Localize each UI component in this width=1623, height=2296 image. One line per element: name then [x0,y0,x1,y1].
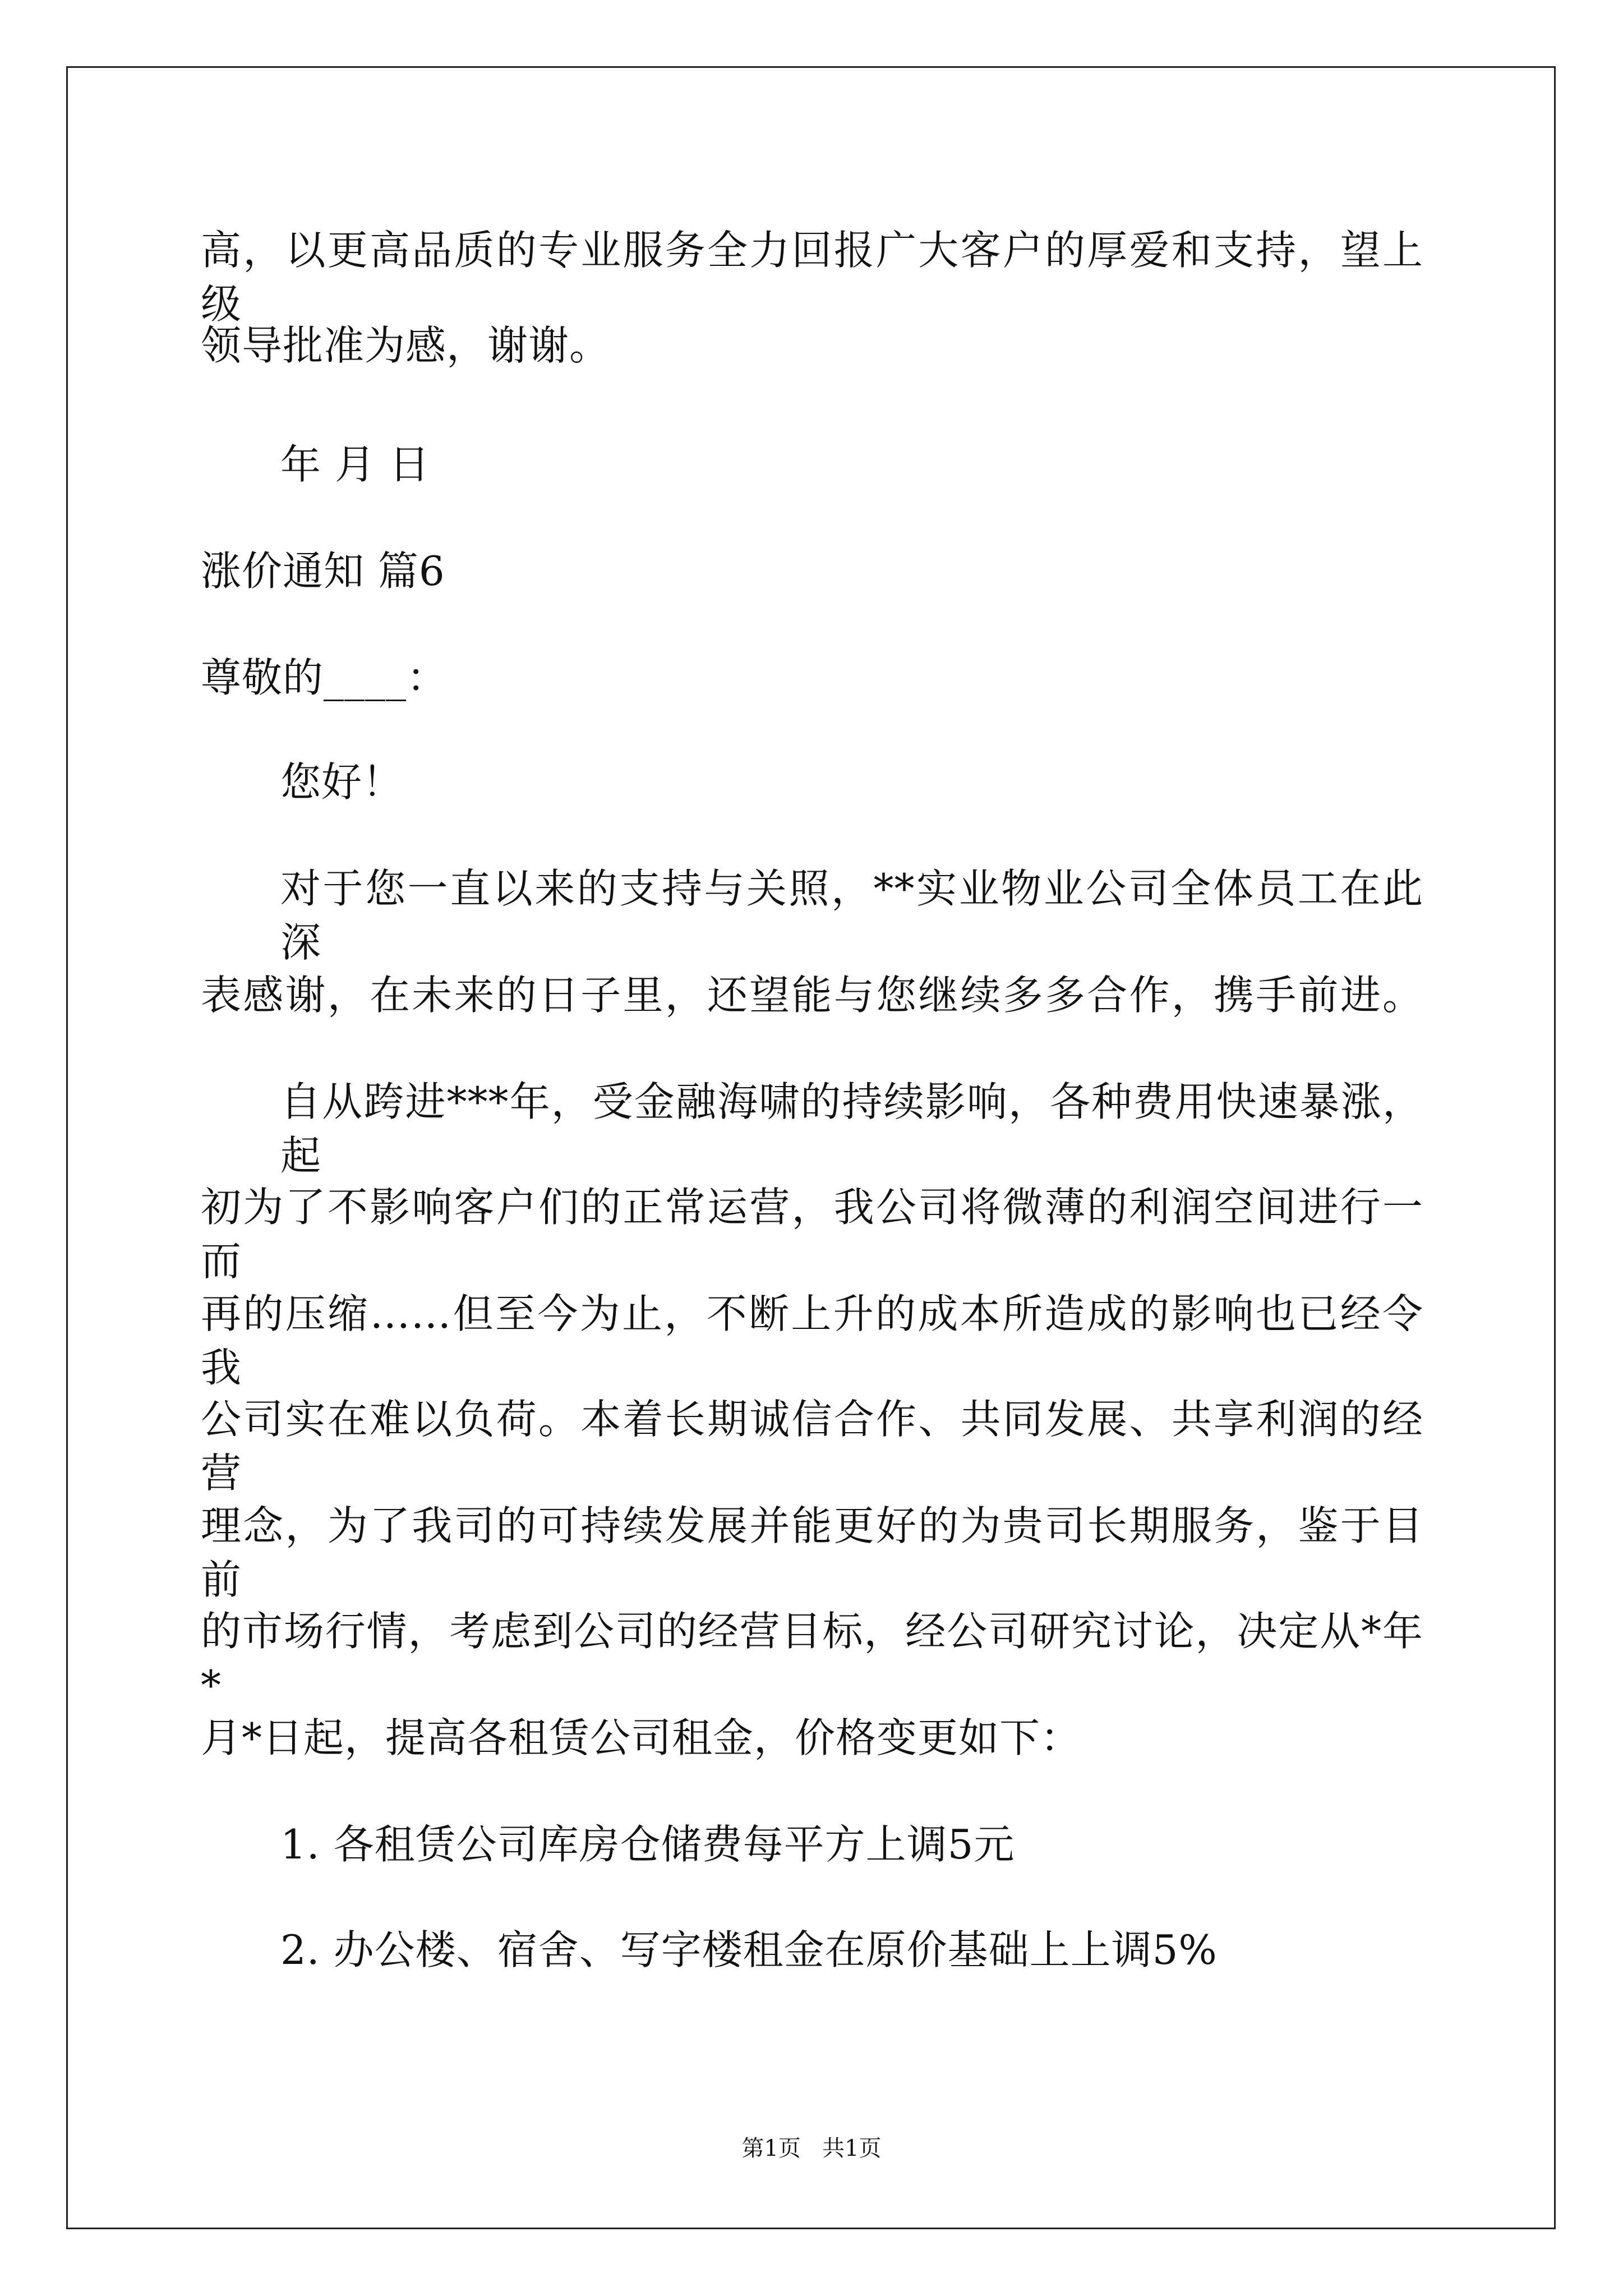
body-line: 月*日起，提高各租赁公司租金，价格变更如下： [201,1714,1082,1761]
body-line: 自从跨进***年，受金融海啸的持续影响，各种费用快速暴涨，起 [280,1078,1423,1179]
list-item: 2. 办公楼、宿舍、写字楼租金在原价基础上上调5% [280,1926,1218,1973]
greeting: 您好！ [280,758,404,806]
body-line: 的市场行情，考虑到公司的经营目标，经公司研究讨论，决定从*年* [201,1608,1423,1709]
body-line: 表感谢，在未来的日子里，还望能与您继续多多合作，携手前进。 [201,972,1423,1019]
body-line: 对于您一直以来的支持与关照，**实业物业公司全体员工在此深 [280,865,1423,966]
section-heading: 涨价通知 篇6 [201,547,445,595]
body-line: 理念，为了我司的可持续发展并能更好的为贵司长期服务，鉴于目前 [201,1502,1423,1603]
page-footer: 第1页 共1页 [741,2136,882,2161]
salutation: 尊敬的____： [201,654,448,701]
date-line: 年 月 日 [280,441,430,488]
body-line: 高，以更高品质的专业服务全力回报广大客户的厚爱和支持，望上级 [201,227,1423,328]
body-line: 公司实在难以负荷。本着长期诚信合作、共同发展、共享利润的经营 [201,1396,1423,1497]
body-line: 再的压缩……但至今为止，不断上升的成本所造成的影响也已经令我 [201,1290,1423,1391]
body-line: 初为了不影响客户们的正常运营，我公司将微薄的利润空间进行一而 [201,1184,1423,1285]
body-line: 领导批准为感，谢谢。 [201,322,611,369]
list-item: 1. 各租赁公司库房仓储费每平方上调5元 [280,1821,1015,1868]
